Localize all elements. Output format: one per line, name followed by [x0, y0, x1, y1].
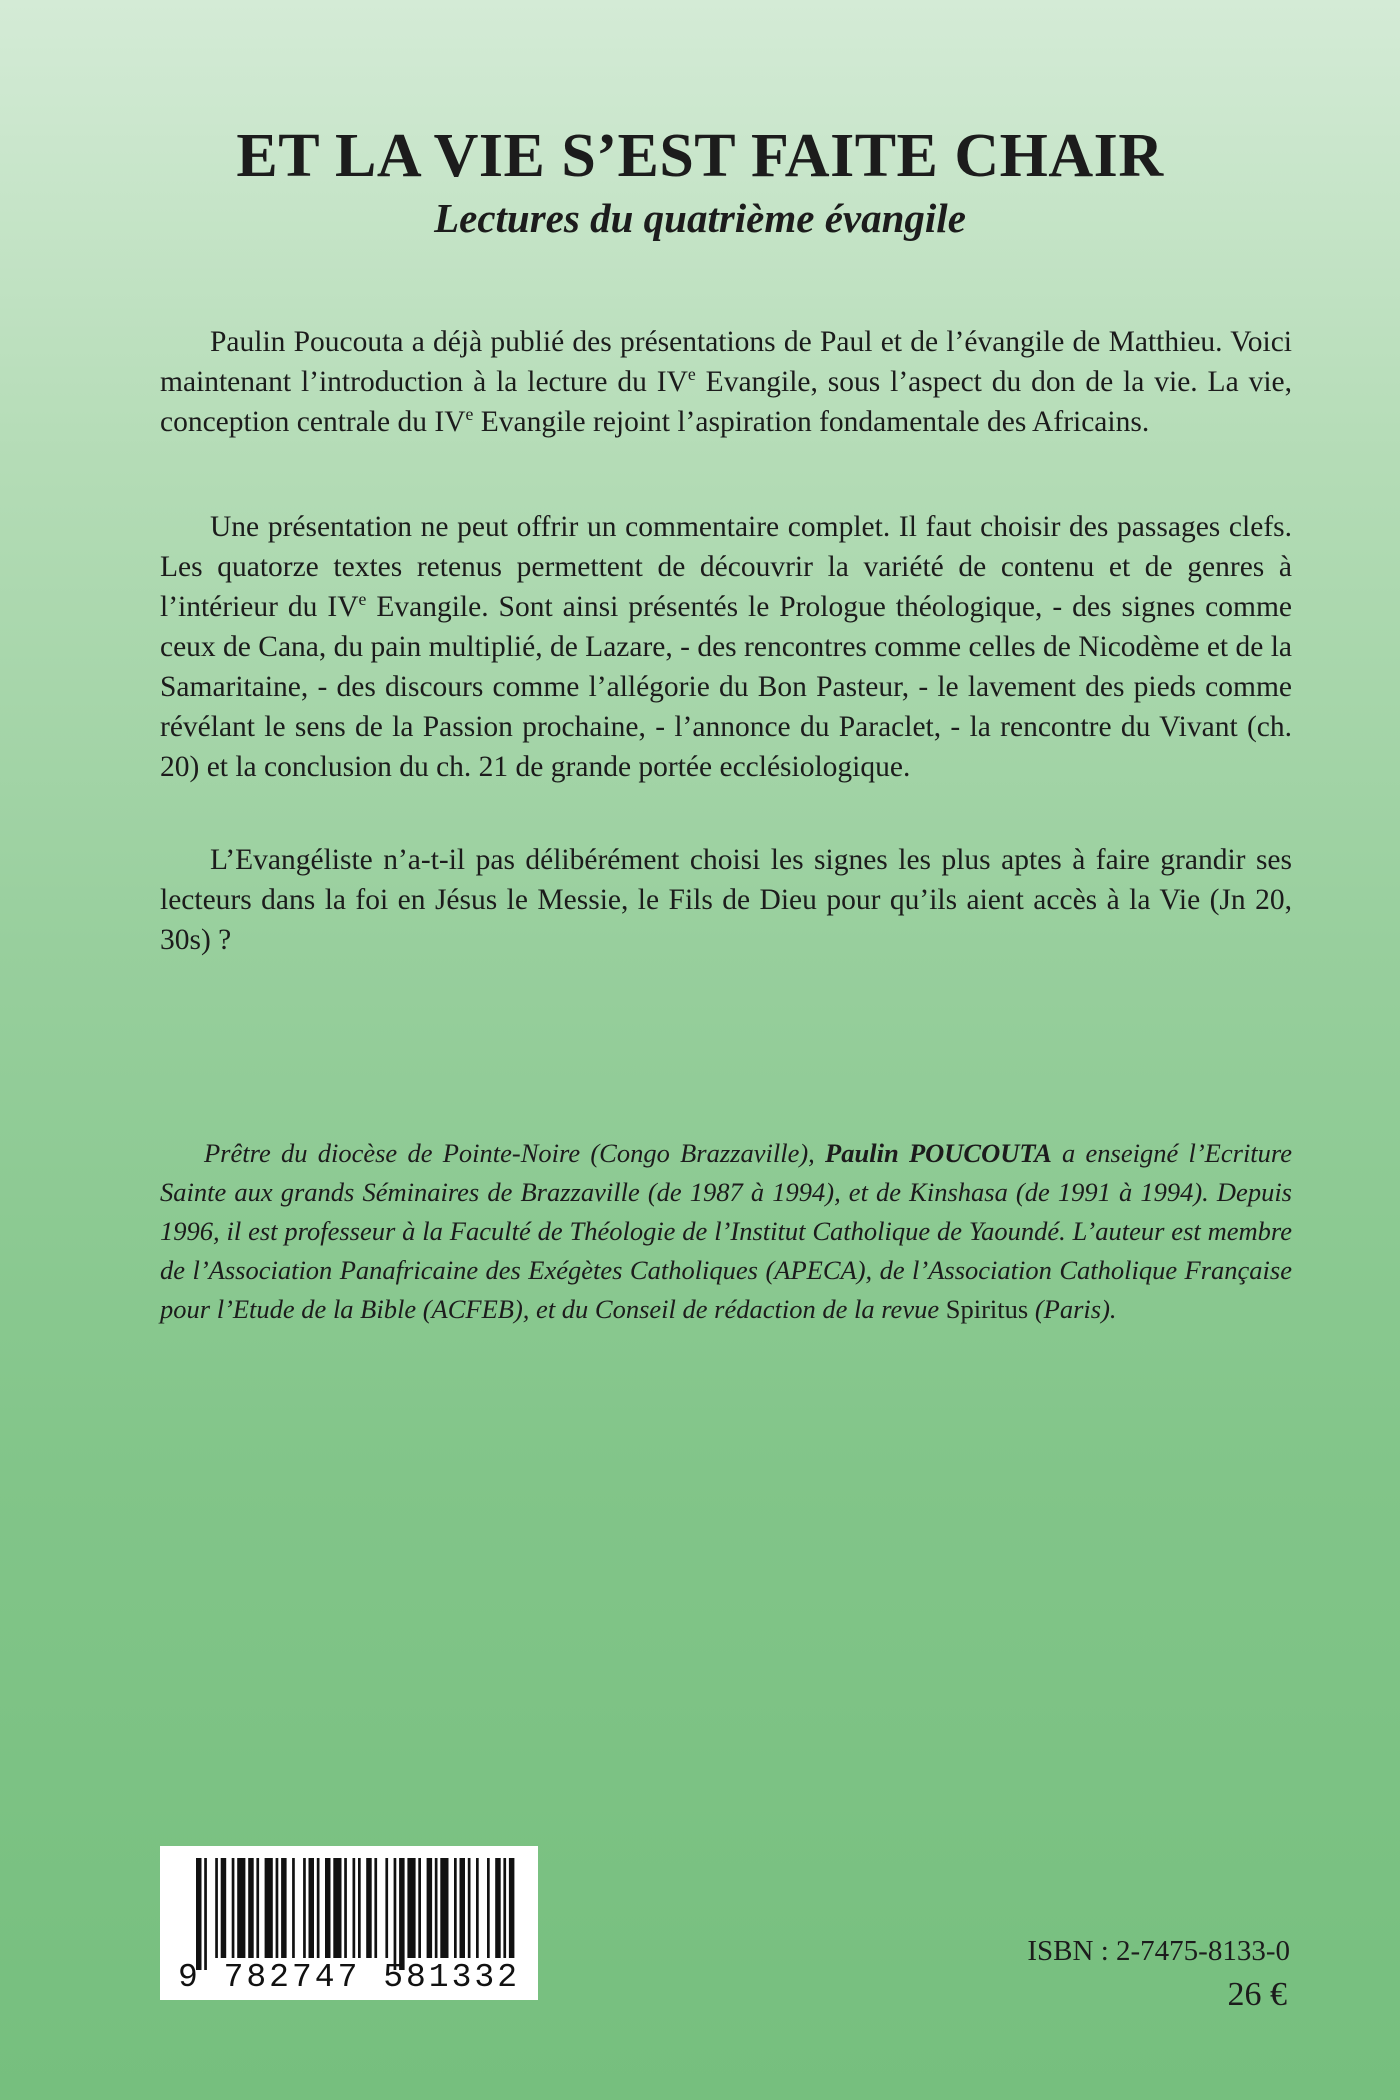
barcode-bar	[333, 1858, 341, 1958]
ordinal-sup: e	[687, 364, 696, 385]
barcode-digits: 9 782747 581332	[177, 1959, 521, 1996]
barcode-bar	[385, 1858, 388, 1958]
barcode-bar	[292, 1858, 295, 1958]
barcode-bar	[344, 1858, 347, 1958]
author-bio	[160, 1134, 1292, 1329]
barcode-bar	[358, 1858, 361, 1958]
ordinal-sup: e	[465, 404, 474, 425]
barcode-bar	[435, 1858, 438, 1958]
barcode-bar	[418, 1858, 421, 1958]
blurb-p1-text-b: Evangile, sous l’aspect du don de la vie. La vie, conception centrale du IV	[160, 366, 1292, 438]
barcode-bar	[353, 1858, 356, 1958]
barcode-bar	[309, 1858, 315, 1958]
bio-text-c: (Paris).	[1028, 1294, 1117, 1324]
barcode-bar	[256, 1858, 259, 1958]
barcode-bar	[265, 1858, 273, 1958]
author-name: Paulin POUCOUTA	[825, 1138, 1052, 1168]
barcode-bar	[476, 1858, 479, 1958]
blurb-paragraph-1	[160, 322, 1292, 442]
blurb-p2-text-b: Evangile. Sont ainsi présentés le Prologue théologique, - des signes comme ceux de Cana, du pain multiplié, de Lazare, - des rencontres comme celles de Nicodème et de la Samaritaine, - des discours comme l’allégorie du Bon Pasteur, - le lavement des pieds comme révélant le sens de la Passion prochaine, - l’annonce du Paraclet, - la rencontre du Vivant (ch. 20) et la conclusion du ch. 21 de grande portée ecclésiologique.	[160, 591, 1292, 783]
barcode-bar	[427, 1858, 433, 1958]
barcode-bar	[317, 1858, 320, 1958]
barcode-bar	[468, 1858, 471, 1958]
barcode-bar	[237, 1858, 245, 1958]
barcode-bar	[454, 1858, 457, 1958]
blurb-p1-text-c: Evangile rejoint l’aspiration fondamentale des Africains.	[473, 406, 1150, 438]
ordinal-sup: e	[358, 589, 367, 610]
barcode-bar	[303, 1858, 306, 1958]
barcode-bar	[495, 1858, 501, 1958]
barcode-bar	[221, 1858, 227, 1958]
barcode-bar	[325, 1858, 331, 1958]
isbn: ISBN : 2-7475-8133-0	[1027, 1935, 1290, 1967]
barcode-bar	[232, 1858, 235, 1958]
barcode-bar	[281, 1858, 287, 1958]
bio-text-a: Prêtre du diocèse de Pointe-Noire (Congo Brazzaville),	[204, 1138, 826, 1168]
book-title: ET LA VIE S’EST FAITE CHAIR	[236, 122, 1164, 190]
barcode-bar	[503, 1858, 506, 1958]
barcode-bar	[248, 1858, 254, 1958]
price: 26 €	[1227, 1976, 1287, 2013]
book-subtitle: Lectures du quatrième évangile	[434, 195, 966, 241]
barcode-bar	[440, 1858, 448, 1958]
barcode-bar	[366, 1858, 372, 1958]
barcode-bar	[196, 1858, 202, 1970]
barcode-bar	[204, 1858, 207, 1970]
blurb-paragraph-2	[160, 507, 1292, 787]
barcode-bar	[460, 1858, 466, 1958]
barcode-bar	[407, 1858, 415, 1958]
bio-text-b: a enseigné l’Ecriture Sainte aux grands Séminaires de Brazzaville (de 1987 à 1994), et de Kinshasa (de 1991 à 1994). Depuis 1996, il est professeur à la Faculté de Théologie de l’Institut Catholique de Yaoundé. L’auteur est membre de l’Association Panafricaine des Exégètes Catholiques (APECA), de l’Association Catholique Française pour l’Etude de la Bible (ACFEB), et du Conseil de rédaction de la revue	[160, 1138, 1293, 1324]
journal-name: Spiritus	[945, 1294, 1029, 1324]
barcode-bar	[276, 1858, 279, 1958]
blurb-p2-text-a: Une présentation ne peut offrir un commentaire complet. Il faut choisir des passages clefs. Les quatorze textes retenus permettent de découvrir la variété de contenu et de genres à l’intérieur du IV	[160, 511, 1292, 623]
barcode-bar	[509, 1858, 515, 1958]
blurb-paragraph-3: L’Evangéliste n’a-t-il pas délibérément choisi les signes les plus aptes à faire grandir ses lecteurs dans la foi en Jésus le Messie, le Fils de Dieu pour qu’ils aient accès à la Vie (Jn 20, 30s) ?	[160, 844, 1292, 956]
barcode-bar	[399, 1858, 405, 1970]
barcode-bar	[215, 1858, 218, 1958]
barcode-bar	[374, 1858, 377, 1958]
barcode	[160, 1846, 538, 2000]
barcode-bar	[487, 1858, 490, 1958]
blurb-p1-text-a: Paulin Poucouta a déjà publié des présentations de Paul et de l’évangile de Matthieu. Voici maintenant l’introduction à la lecture du IV	[160, 326, 1292, 398]
barcode-bar	[394, 1858, 397, 1970]
